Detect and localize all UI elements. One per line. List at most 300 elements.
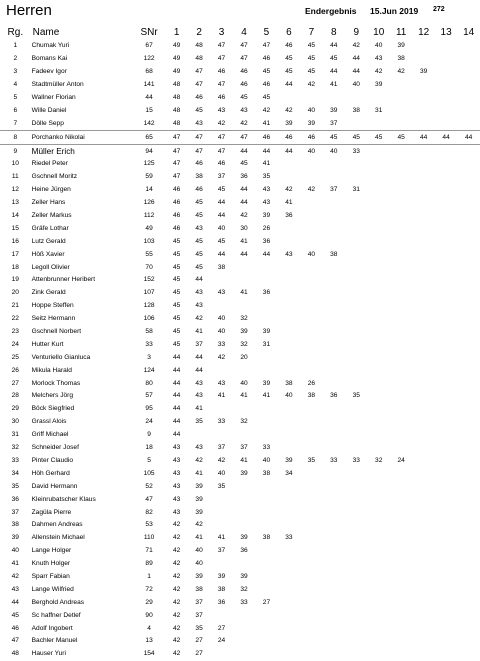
column-header-round: 7 bbox=[308, 26, 315, 38]
snr-cell: 49 bbox=[145, 224, 153, 232]
score-cell bbox=[323, 596, 345, 609]
rank-cell: 30 bbox=[11, 418, 19, 426]
name-cell: Schneider Josef bbox=[31, 444, 79, 452]
score-cell bbox=[323, 351, 345, 364]
score-cell bbox=[368, 117, 390, 130]
name-cell: Lange Wilfried bbox=[31, 585, 74, 593]
score-cell: 27 bbox=[217, 624, 226, 632]
score-cell: 42 bbox=[172, 547, 181, 555]
score-cell bbox=[278, 429, 300, 442]
score-cell bbox=[435, 274, 457, 287]
score-cell bbox=[435, 300, 457, 313]
score-cell bbox=[435, 455, 457, 468]
score-cell bbox=[368, 313, 390, 326]
score-cell: 42 bbox=[307, 81, 316, 89]
score-cell: 35 bbox=[262, 173, 271, 181]
name-cell: Attenbrunner Heribert bbox=[31, 276, 96, 284]
score-cell: 48 bbox=[172, 106, 181, 114]
score-cell bbox=[368, 364, 390, 377]
column-header-round: 12 bbox=[418, 26, 430, 38]
score-cell: 33 bbox=[240, 598, 248, 606]
snr-cell: 9 bbox=[147, 431, 151, 439]
score-cell: 45 bbox=[172, 315, 181, 323]
score-cell: 30 bbox=[240, 224, 248, 232]
score-cell bbox=[323, 571, 345, 584]
score-cell: 42 bbox=[172, 560, 181, 568]
score-cell bbox=[435, 66, 457, 79]
score-cell bbox=[323, 583, 345, 596]
score-cell: 46 bbox=[172, 224, 181, 232]
score-cell bbox=[457, 558, 480, 571]
table-row bbox=[0, 171, 480, 184]
score-cell: 45 bbox=[345, 131, 367, 145]
snr-cell: 126 bbox=[143, 199, 155, 207]
score-cell bbox=[278, 583, 300, 596]
name-cell: Chumak Yuri bbox=[31, 42, 70, 50]
score-cell bbox=[300, 571, 322, 584]
score-cell: 41 bbox=[217, 392, 226, 400]
score-cell bbox=[457, 210, 480, 223]
score-cell bbox=[412, 532, 434, 545]
score-cell: 42 bbox=[307, 186, 316, 194]
name-cell: Müller Erich bbox=[31, 145, 133, 158]
score-cell: 42 bbox=[172, 637, 181, 645]
score-cell bbox=[345, 648, 367, 661]
rank-cell: 21 bbox=[11, 302, 19, 310]
score-cell bbox=[278, 648, 300, 661]
name-cell: Lutz Gerald bbox=[31, 237, 66, 245]
score-cell bbox=[412, 197, 434, 210]
score-cell bbox=[435, 40, 457, 53]
score-cell bbox=[278, 364, 300, 377]
score-cell bbox=[345, 506, 367, 519]
score-cell: 47 bbox=[172, 160, 181, 168]
score-cell bbox=[390, 583, 412, 596]
score-cell bbox=[390, 519, 412, 532]
score-cell bbox=[323, 300, 345, 313]
score-cell bbox=[390, 493, 412, 506]
score-cell: 43 bbox=[195, 302, 203, 310]
score-cell bbox=[368, 416, 390, 429]
table-row bbox=[0, 184, 480, 197]
score-cell bbox=[368, 338, 390, 351]
score-cell: 44 bbox=[233, 145, 255, 158]
score-cell bbox=[390, 300, 412, 313]
column-header-round: 3 bbox=[218, 26, 225, 38]
name-cell: Gräfe Lothar bbox=[31, 224, 69, 232]
snr-cell: 125 bbox=[143, 160, 155, 168]
score-cell bbox=[210, 403, 232, 416]
score-cell: 47 bbox=[188, 145, 210, 158]
score-cell bbox=[345, 210, 367, 223]
score-cell bbox=[300, 429, 322, 442]
score-cell: 43 bbox=[172, 469, 181, 477]
score-cell bbox=[255, 519, 277, 532]
name-cell: Grassl Alois bbox=[31, 418, 67, 426]
score-cell bbox=[390, 351, 412, 364]
score-cell bbox=[412, 248, 434, 261]
score-cell: 26 bbox=[262, 224, 271, 232]
score-cell bbox=[368, 609, 390, 622]
score-cell bbox=[368, 390, 390, 403]
score-cell bbox=[255, 261, 277, 274]
score-cell: 47 bbox=[240, 55, 248, 63]
score-cell: 38 bbox=[262, 469, 271, 477]
snr-cell: 4 bbox=[147, 624, 151, 632]
score-cell bbox=[300, 622, 322, 635]
score-cell bbox=[457, 403, 480, 416]
table-row bbox=[0, 274, 480, 287]
score-cell bbox=[457, 235, 480, 248]
score-cell bbox=[390, 377, 412, 390]
score-cell bbox=[300, 532, 322, 545]
score-cell bbox=[435, 171, 457, 184]
score-cell: 47 bbox=[195, 68, 203, 76]
score-cell bbox=[255, 416, 277, 429]
score-cell bbox=[255, 571, 277, 584]
score-cell bbox=[457, 274, 480, 287]
name-cell: Seitz Hermann bbox=[31, 315, 76, 323]
table-row bbox=[0, 326, 480, 339]
score-cell bbox=[368, 493, 390, 506]
score-cell bbox=[457, 532, 480, 545]
score-cell bbox=[412, 222, 434, 235]
score-cell: 39 bbox=[195, 482, 203, 490]
score-cell: 40 bbox=[217, 224, 226, 232]
table-row bbox=[0, 261, 480, 274]
score-cell bbox=[390, 145, 412, 158]
score-cell: 46 bbox=[217, 160, 226, 168]
score-cell: 42 bbox=[195, 521, 203, 529]
name-cell: Pinter Claudio bbox=[31, 456, 74, 464]
score-cell bbox=[435, 442, 457, 455]
score-cell: 20 bbox=[240, 353, 248, 361]
score-cell: 45 bbox=[217, 237, 226, 245]
score-cell: 46 bbox=[217, 68, 226, 76]
table-row bbox=[0, 558, 480, 571]
score-cell bbox=[435, 622, 457, 635]
score-cell: 46 bbox=[172, 199, 181, 207]
score-cell bbox=[278, 313, 300, 326]
score-cell bbox=[457, 429, 480, 442]
score-cell bbox=[412, 300, 434, 313]
score-cell: 45 bbox=[262, 68, 271, 76]
score-cell: 26 bbox=[307, 379, 316, 387]
score-cell bbox=[323, 467, 345, 480]
score-cell bbox=[233, 558, 255, 571]
snr-cell: 58 bbox=[145, 328, 153, 336]
score-cell bbox=[368, 648, 390, 661]
score-cell: 49 bbox=[172, 68, 181, 76]
score-cell bbox=[278, 274, 300, 287]
score-cell bbox=[368, 92, 390, 105]
score-cell bbox=[368, 274, 390, 287]
score-cell bbox=[233, 403, 255, 416]
rank-cell: 43 bbox=[11, 585, 19, 593]
score-cell bbox=[412, 519, 434, 532]
score-cell bbox=[457, 480, 480, 493]
score-cell: 44 bbox=[435, 131, 457, 145]
score-cell bbox=[390, 596, 412, 609]
table-row bbox=[0, 287, 480, 300]
score-cell bbox=[457, 519, 480, 532]
score-cell bbox=[368, 377, 390, 390]
score-cell bbox=[435, 197, 457, 210]
score-cell: 36 bbox=[240, 173, 248, 181]
score-cell bbox=[233, 609, 255, 622]
score-cell bbox=[457, 171, 480, 184]
score-cell bbox=[345, 480, 367, 493]
score-cell bbox=[457, 40, 480, 53]
score-cell: 32 bbox=[375, 456, 383, 464]
score-cell: 39 bbox=[262, 328, 271, 336]
score-cell bbox=[457, 583, 480, 596]
score-cell bbox=[457, 545, 480, 558]
score-cell bbox=[412, 493, 434, 506]
score-cell bbox=[278, 493, 300, 506]
score-cell: 33 bbox=[262, 444, 271, 452]
score-cell: 32 bbox=[240, 315, 248, 323]
score-cell bbox=[345, 158, 367, 171]
score-cell: 42 bbox=[240, 212, 248, 220]
score-cell bbox=[300, 545, 322, 558]
table-row bbox=[0, 79, 480, 92]
snr-cell: 53 bbox=[145, 521, 153, 529]
column-header-name: Name bbox=[32, 26, 60, 38]
score-cell: 43 bbox=[195, 119, 203, 127]
score-cell: 38 bbox=[307, 392, 316, 400]
table-row bbox=[0, 351, 480, 364]
score-cell bbox=[390, 429, 412, 442]
score-cell bbox=[345, 583, 367, 596]
score-cell: 41 bbox=[262, 160, 271, 168]
score-cell bbox=[368, 403, 390, 416]
score-cell: 36 bbox=[217, 598, 226, 606]
score-cell bbox=[323, 558, 345, 571]
rank-cell: 8 bbox=[0, 131, 31, 145]
score-cell bbox=[300, 519, 322, 532]
table-row bbox=[0, 145, 480, 158]
snr-cell: 52 bbox=[145, 482, 153, 490]
score-cell: 27 bbox=[195, 637, 203, 645]
score-cell bbox=[255, 300, 277, 313]
snr-cell: 112 bbox=[143, 212, 155, 220]
snr-cell: 72 bbox=[145, 585, 153, 593]
score-cell: 45 bbox=[195, 106, 203, 114]
score-cell bbox=[233, 261, 255, 274]
score-cell bbox=[390, 480, 412, 493]
score-cell bbox=[457, 313, 480, 326]
score-cell bbox=[300, 287, 322, 300]
score-cell: 44 bbox=[172, 353, 181, 361]
score-cell: 41 bbox=[195, 328, 203, 336]
score-cell: 46 bbox=[262, 55, 271, 63]
score-cell bbox=[233, 429, 255, 442]
score-cell bbox=[412, 442, 434, 455]
score-cell: 42 bbox=[375, 68, 383, 76]
snr-cell: 47 bbox=[145, 495, 153, 503]
score-cell bbox=[300, 158, 322, 171]
score-cell bbox=[390, 104, 412, 117]
score-cell: 45 bbox=[172, 302, 181, 310]
score-cell bbox=[345, 171, 367, 184]
score-cell: 47 bbox=[172, 173, 181, 181]
score-cell bbox=[255, 480, 277, 493]
score-cell: 38 bbox=[397, 55, 405, 63]
score-cell: 40 bbox=[323, 145, 345, 158]
snr-cell: 13 bbox=[145, 637, 153, 645]
snr-cell: 107 bbox=[143, 289, 155, 297]
score-cell: 40 bbox=[375, 42, 383, 50]
score-cell bbox=[368, 480, 390, 493]
rank-cell: 24 bbox=[11, 340, 19, 348]
score-cell: 48 bbox=[172, 94, 181, 101]
score-cell bbox=[323, 235, 345, 248]
rank-cell: 22 bbox=[11, 315, 19, 323]
score-cell bbox=[368, 622, 390, 635]
score-cell bbox=[345, 596, 367, 609]
score-cell: 42 bbox=[285, 106, 293, 114]
score-cell: 39 bbox=[285, 119, 293, 127]
score-cell bbox=[390, 171, 412, 184]
score-cell bbox=[412, 506, 434, 519]
score-cell bbox=[345, 261, 367, 274]
score-cell: 45 bbox=[330, 55, 338, 63]
score-cell: 36 bbox=[262, 237, 271, 245]
score-cell: 44 bbox=[278, 145, 300, 158]
score-cell bbox=[278, 158, 300, 171]
score-cell: 48 bbox=[172, 119, 181, 127]
score-cell bbox=[323, 261, 345, 274]
score-cell: 39 bbox=[195, 495, 203, 503]
rank-cell: 4 bbox=[13, 81, 18, 89]
score-cell: 46 bbox=[195, 94, 203, 101]
score-cell: 44 bbox=[240, 186, 248, 194]
score-cell: 43 bbox=[172, 508, 181, 516]
score-cell bbox=[390, 79, 412, 92]
table-row bbox=[0, 648, 480, 661]
score-cell bbox=[300, 338, 322, 351]
score-cell: 44 bbox=[195, 366, 203, 374]
score-cell: 40 bbox=[352, 81, 360, 89]
score-cell: 45 bbox=[307, 42, 316, 50]
score-cell bbox=[435, 480, 457, 493]
score-cell bbox=[435, 493, 457, 506]
score-cell bbox=[412, 40, 434, 53]
name-cell: Kleinrubatscher Klaus bbox=[31, 495, 96, 503]
score-cell: 45 bbox=[172, 263, 181, 271]
score-cell bbox=[368, 635, 390, 648]
score-cell bbox=[323, 313, 345, 326]
table-row bbox=[0, 40, 480, 53]
score-cell bbox=[435, 53, 457, 66]
rank-cell: 29 bbox=[11, 405, 19, 413]
score-cell: 37 bbox=[217, 444, 226, 452]
score-cell bbox=[412, 287, 434, 300]
rank-cell: 13 bbox=[11, 199, 19, 207]
score-cell: 43 bbox=[375, 55, 383, 63]
rank-cell: 34 bbox=[11, 469, 19, 477]
score-cell bbox=[457, 53, 480, 66]
name-cell: Allenstein Michael bbox=[31, 534, 85, 542]
score-cell bbox=[300, 416, 322, 429]
score-cell: 45 bbox=[307, 68, 316, 76]
score-cell bbox=[345, 197, 367, 210]
score-cell bbox=[278, 235, 300, 248]
score-cell bbox=[278, 519, 300, 532]
score-cell: 39 bbox=[285, 456, 293, 464]
score-cell bbox=[323, 493, 345, 506]
score-cell bbox=[412, 583, 434, 596]
rank-cell: 48 bbox=[11, 650, 19, 658]
snr-cell: 71 bbox=[145, 547, 153, 555]
score-cell bbox=[390, 326, 412, 339]
score-cell bbox=[345, 493, 367, 506]
score-cell bbox=[368, 210, 390, 223]
page-title: Herren bbox=[6, 2, 52, 19]
score-cell: 44 bbox=[172, 366, 181, 374]
score-cell bbox=[390, 622, 412, 635]
score-cell bbox=[345, 117, 367, 130]
score-cell: 43 bbox=[195, 224, 203, 232]
score-cell bbox=[345, 622, 367, 635]
snr-cell: 1 bbox=[147, 572, 151, 580]
score-cell bbox=[300, 92, 322, 105]
score-cell bbox=[390, 506, 412, 519]
rank-cell: 38 bbox=[11, 521, 19, 529]
snr-cell: 103 bbox=[143, 237, 155, 245]
score-cell: 42 bbox=[172, 611, 181, 619]
score-cell: 45 bbox=[172, 276, 181, 284]
rank-cell: 28 bbox=[11, 392, 19, 400]
score-cell bbox=[323, 210, 345, 223]
score-cell bbox=[300, 635, 322, 648]
name-cell: Mikula Harald bbox=[31, 366, 72, 374]
score-cell: 42 bbox=[195, 315, 203, 323]
name-cell: Zagüla Pierre bbox=[31, 508, 72, 516]
score-cell bbox=[368, 571, 390, 584]
score-cell bbox=[278, 261, 300, 274]
score-cell: 41 bbox=[240, 456, 248, 464]
score-cell bbox=[457, 300, 480, 313]
score-cell bbox=[435, 403, 457, 416]
rank-cell: 17 bbox=[11, 250, 19, 258]
table-row bbox=[0, 493, 480, 506]
table-header-row bbox=[0, 24, 480, 40]
score-cell: 44 bbox=[172, 392, 181, 400]
score-cell bbox=[390, 558, 412, 571]
score-cell: 41 bbox=[240, 237, 248, 245]
snr-cell: 67 bbox=[145, 42, 153, 50]
score-cell bbox=[323, 222, 345, 235]
score-cell bbox=[390, 364, 412, 377]
score-cell bbox=[323, 274, 345, 287]
snr-cell: 80 bbox=[145, 379, 153, 387]
score-cell: 42 bbox=[217, 353, 226, 361]
score-cell bbox=[412, 609, 434, 622]
score-cell bbox=[390, 648, 412, 661]
name-cell: David Hermann bbox=[31, 482, 78, 490]
score-cell bbox=[278, 287, 300, 300]
rank-cell: 44 bbox=[11, 598, 19, 606]
column-header-round: 14 bbox=[463, 26, 475, 38]
score-cell bbox=[278, 300, 300, 313]
score-cell: 45 bbox=[323, 131, 345, 145]
score-cell bbox=[210, 558, 232, 571]
score-cell bbox=[345, 274, 367, 287]
score-cell bbox=[345, 377, 367, 390]
score-cell bbox=[435, 92, 457, 105]
